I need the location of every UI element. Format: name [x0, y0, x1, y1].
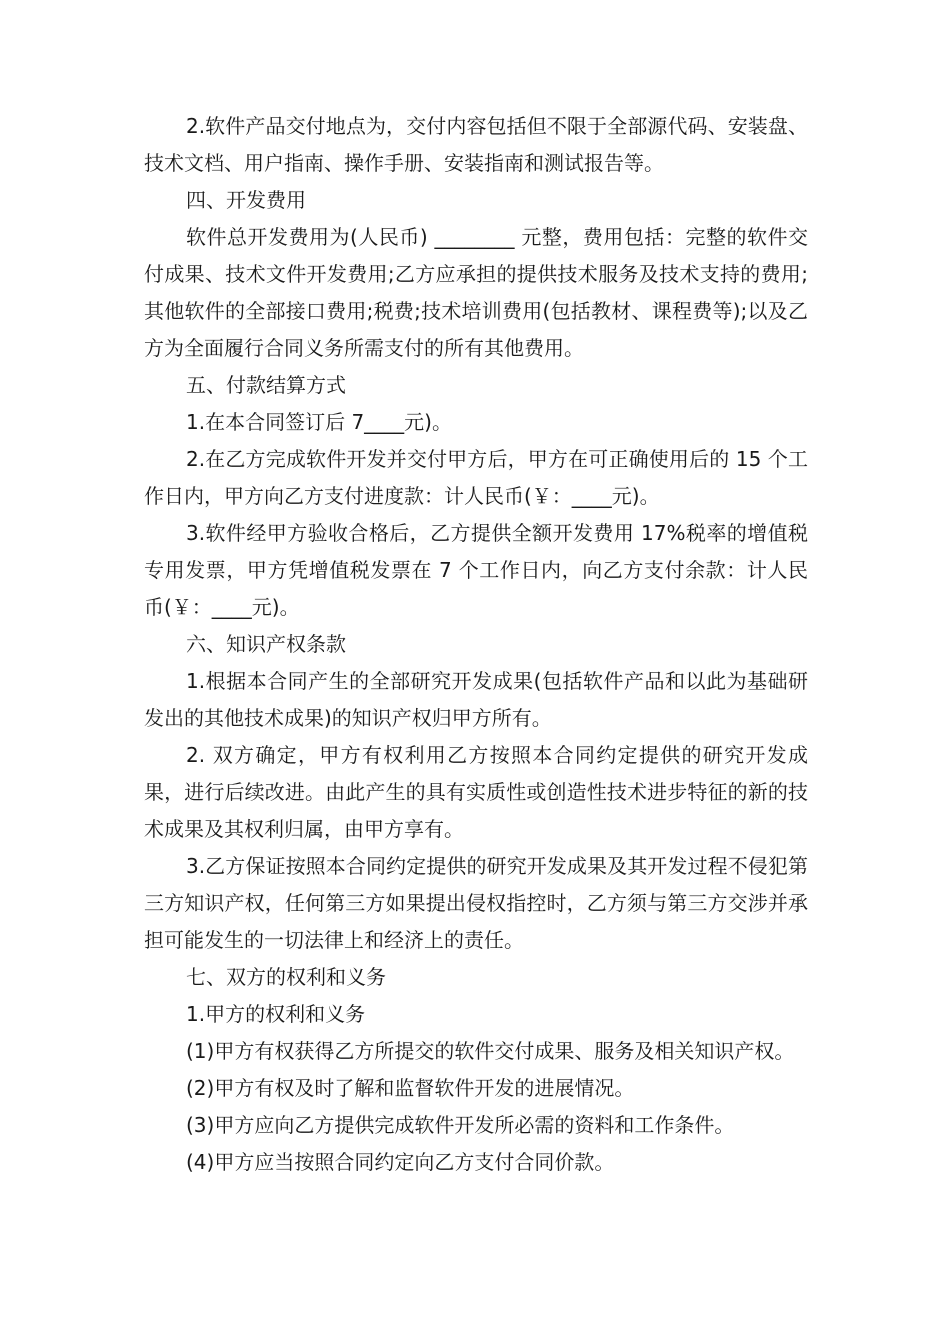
- heading-development-fees: 四、开发费用: [186, 188, 306, 212]
- paragraph-ip-1: 1.根据本合同产生的全部研究开发成果(包括软件产品和以此为基础研发出的其他技术成果)的知识产权归甲方所有。: [144, 669, 808, 730]
- paragraph-ip-3: 3.乙方保证按照本合同约定提供的研究开发成果及其开发过程不侵犯第三方知识产权，任何第三方如果提出侵权指控时，乙方须与第三方交涉并承担可能发生的一切法律上和经济上的责任。: [144, 854, 808, 952]
- paragraph-party-a-2: (2)甲方有权及时了解和监督软件开发的进展情况。: [186, 1076, 635, 1100]
- document-body: [144, 108, 808, 1181]
- paragraph-party-a-1: (1)甲方有权获得乙方所提交的软件交付成果、服务及相关知识产权。: [186, 1039, 795, 1063]
- paragraph-party-a-4: (4)甲方应当按照合同约定向乙方支付合同价款。: [186, 1150, 615, 1174]
- paragraph-payment-1: 1.在本合同签订后 7____元)。: [186, 410, 452, 434]
- paragraph-delivery-location: 2.软件产品交付地点为，交付内容包括但不限于全部源代码、安装盘、技术文档、用户指南、操作手册、安装指南和测试报告等。: [144, 114, 808, 175]
- subheading-party-a: 1.甲方的权利和义务: [186, 1002, 366, 1026]
- paragraph-party-a-3: (3)甲方应向乙方提供完成软件开发所必需的资料和工作条件。: [186, 1113, 735, 1137]
- heading-intellectual-property: 六、知识产权条款: [186, 632, 346, 656]
- heading-rights-obligations: 七、双方的权利和义务: [186, 965, 386, 989]
- heading-payment-method: 五、付款结算方式: [186, 373, 346, 397]
- paragraph-payment-3: 3.软件经甲方验收合格后，乙方提供全额开发费用 17%税率的增值税专用发票，甲方凭增值税发票在 7 个工作日内，向乙方支付余款：计人民币(￥：____元)。: [144, 521, 808, 619]
- paragraph-total-fee: 软件总开发费用为(人民币) ________ 元整，费用包括：完整的软件交付成果、技术文件开发费用;乙方应承担的提供技术服务及技术支持的费用;其他软件的全部接口费用;税费;技术培训费用(包括教材、课程费等);以及乙方为全面履行合同义务所需支付的所有其他费用。: [144, 225, 808, 360]
- paragraph-payment-2: 2.在乙方完成软件开发并交付甲方后，甲方在可正确使用后的 15 个工作日内，甲方向乙方支付进度款：计人民币(￥：____元)。: [144, 447, 808, 508]
- paragraph-ip-2: 2. 双方确定，甲方有权利用乙方按照本合同约定提供的研究开发成果，进行后续改进。由此产生的具有实质性或创造性技术进步特征的新的技术成果及其权利归属，由甲方享有。: [144, 743, 808, 841]
